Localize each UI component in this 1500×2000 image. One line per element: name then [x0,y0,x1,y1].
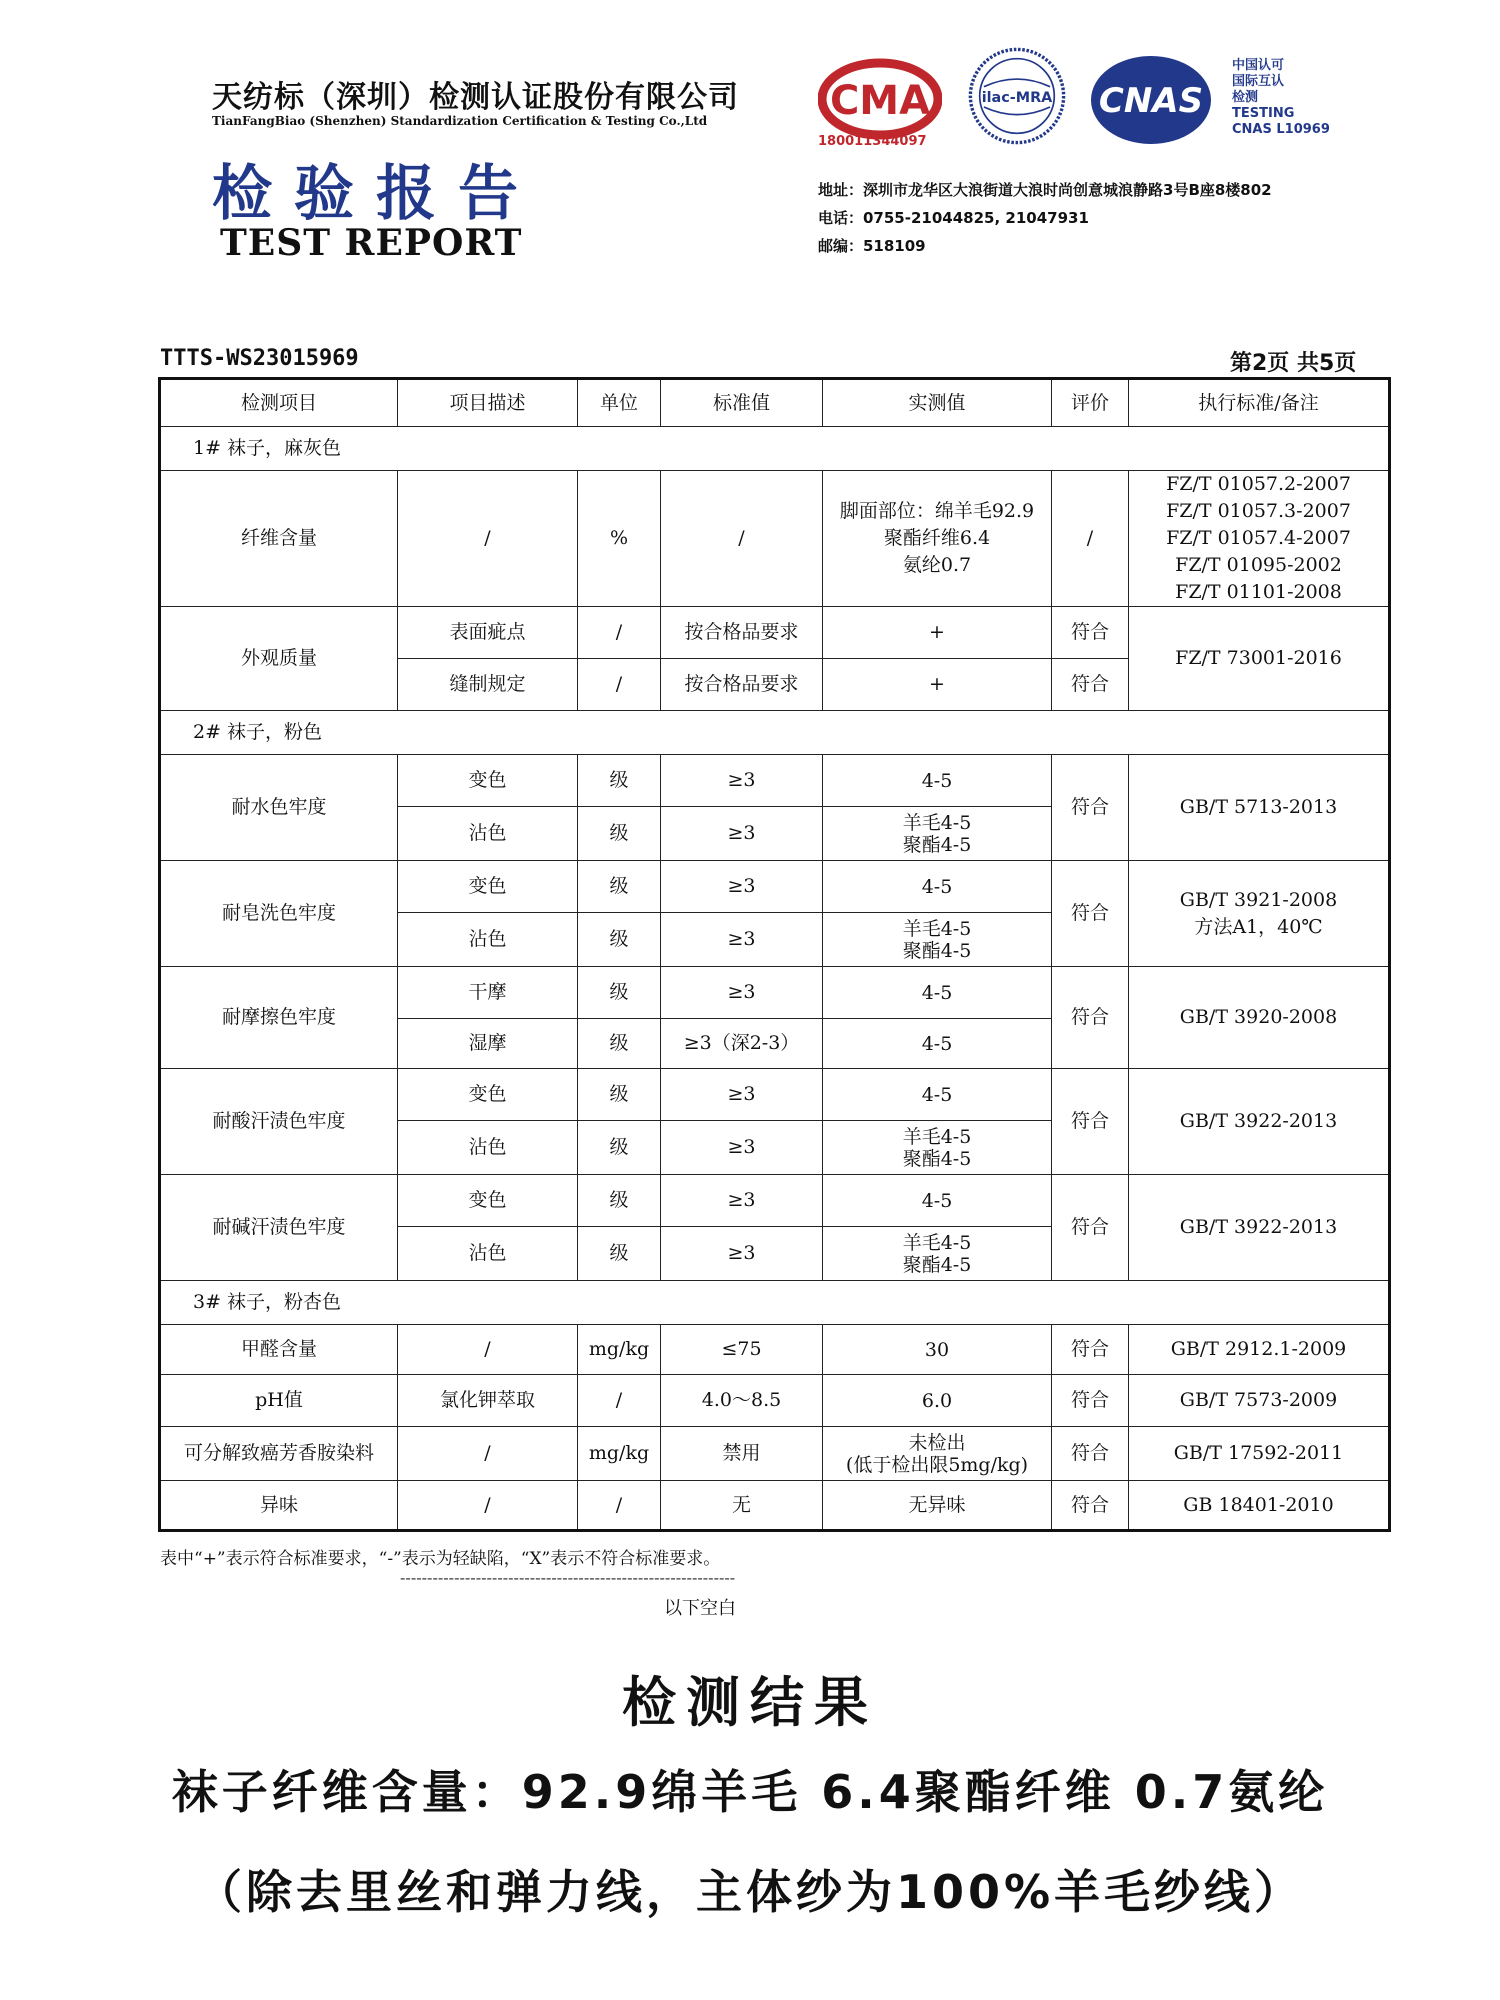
report-title-cn: 检验报告 [212,159,540,229]
table-row: 外观质量 表面疵点 / 按合格品要求 + 符合 FZ/T 73001-2016 [160,607,1390,659]
phone: 电话：0755-21044825, 21047931 [818,209,1089,227]
cma-label: CMA [829,78,931,124]
address: 地址：深圳市龙华区大浪街道大浪时尚创意城浪静路3号B座8楼802 [818,181,1272,199]
table-row: 沾色 级 ≥3 羊毛4-5 聚酯4-5 [160,807,1390,861]
table-row: 耐碱汗渍色牢度 变色 级 ≥3 4-5 符合 GB/T 3922-2013 [160,1175,1390,1227]
column-header: 标准值 [661,379,823,427]
table-row: pH值 氯化钾萃取 / 4.0～8.5 6.0 符合 GB/T 7573-2009 [160,1375,1390,1427]
column-header: 单位 [578,379,661,427]
column-header: 实测值 [823,379,1052,427]
table-note: 表中“+”表示符合标准要求，“-”表示为轻缺陷，“X”表示不符合标准要求。 [160,1549,721,1569]
table-row: 缝制规定 / 按合格品要求 + 符合 [160,659,1390,711]
result-fiber-content: 袜子纤维含量：92.9绵羊毛 6.4聚酯纤维 0.7氨纶 [171,1765,1329,1819]
ilac-mra-logo-icon [958,46,1076,146]
table-row: 沾色 级 ≥3 羊毛4-5 聚酯4-5 [160,1121,1390,1175]
test-item: 耐水色牢度 [160,755,398,861]
table-row: 耐摩擦色牢度 干摩 级 ≥3 4-5 符合 GB/T 3920-2008 [160,967,1390,1019]
company-name-cn: 天纺标（深圳）检测认证股份有限公司 [212,80,739,115]
report-title-en: TEST REPORT [220,222,523,264]
ilac-label: ilac-MRA [981,89,1053,106]
sample-section-1: 1# 袜子，麻灰色 [160,427,1390,471]
table-row: 甲醛含量 / mg/kg ≤75 30 符合 GB/T 2912.1-2009 [160,1325,1390,1375]
table-row: 可分解致癌芳香胺染料 / mg/kg 禁用 未检出 (低于检出限5mg/kg) 符合 GB/T 17592-2011 [160,1427,1390,1481]
blank-below-notice: 以下空白 [664,1598,736,1619]
table-row: 纤维含量 / % / 脚面部位：绵羊毛92.9 聚酯纤维6.4 氨纶0.7 / FZ/T 01057.2-2007 FZ/T 01057.3-2007 FZ/T 01057.4-2007 FZ/T 01095-2002 FZ/T 01101-2008 [160,471,1390,607]
cnas-label: CNAS [1098,81,1204,121]
contact-info [818,176,1272,260]
table-row: 耐皂洗色牢度 变色 级 ≥3 4-5 符合 GB/T 3921-2008 方法A1，40℃ [160,861,1390,913]
fiber-measured: 脚面部位：绵羊毛92.9 聚酯纤维6.4 氨纶0.7 [823,471,1052,607]
table-row: 沾色 级 ≥3 羊毛4-5 聚酯4-5 [160,1227,1390,1281]
fastness-rows [160,755,1390,1281]
company-name-en: TianFangBiao (Shenzhen) Standardization Certification & Testing Co.,Ltd [212,114,708,128]
test-item: 耐酸汗渍色牢度 [160,1069,398,1175]
column-header: 检测项目 [160,379,398,427]
postcode: 邮编：518109 [818,237,926,255]
chemical-rows [160,1325,1390,1531]
page-indicator: 第2页 共5页 [1230,351,1357,376]
test-item: 耐碱汗渍色牢度 [160,1175,398,1281]
result-title: 检测结果 [622,1671,878,1734]
sample-section-2: 2# 袜子，粉色 [160,711,1390,755]
test-item: 耐摩擦色牢度 [160,967,398,1069]
table-row: 沾色 级 ≥3 羊毛4-5 聚酯4-5 [160,913,1390,967]
cnas-logo-icon [1086,50,1216,150]
table-header-row [160,379,1390,427]
result-remark: （除去里丝和弹力线，主体纱为100%羊毛纱线） [195,1865,1305,1919]
table-row: 耐水色牢度 变色 级 ≥3 4-5 符合 GB/T 5713-2013 [160,755,1390,807]
report-number: TTTS-WS23015969 [160,346,359,371]
sample-section-3: 3# 袜子，粉杏色 [160,1281,1390,1325]
cma-number: 180011344097 [818,134,927,149]
table-row: 湿摩 级 ≥3（深2-3） 4-5 [160,1019,1390,1069]
separator-line: -------------------------------------------------------------- [400,1568,736,1587]
fiber-standards: FZ/T 01057.2-2007 FZ/T 01057.3-2007 FZ/T 01057.4-2007 FZ/T 01095-2002 FZ/T 01101-2008 [1129,471,1390,607]
cnas-accreditation-text: 中国认可 国际互认 检测 TESTING CNAS L10969 [1232,58,1330,137]
table-row: 异味 / / 无 无异味 符合 GB 18401-2010 [160,1481,1390,1531]
column-header: 项目描述 [398,379,578,427]
table-row: 耐酸汗渍色牢度 变色 级 ≥3 4-5 符合 GB/T 3922-2013 [160,1069,1390,1121]
test-results-table [158,377,1391,1532]
column-header: 评价 [1052,379,1129,427]
column-header: 执行标准/备注 [1129,379,1390,427]
test-item: 耐皂洗色牢度 [160,861,398,967]
